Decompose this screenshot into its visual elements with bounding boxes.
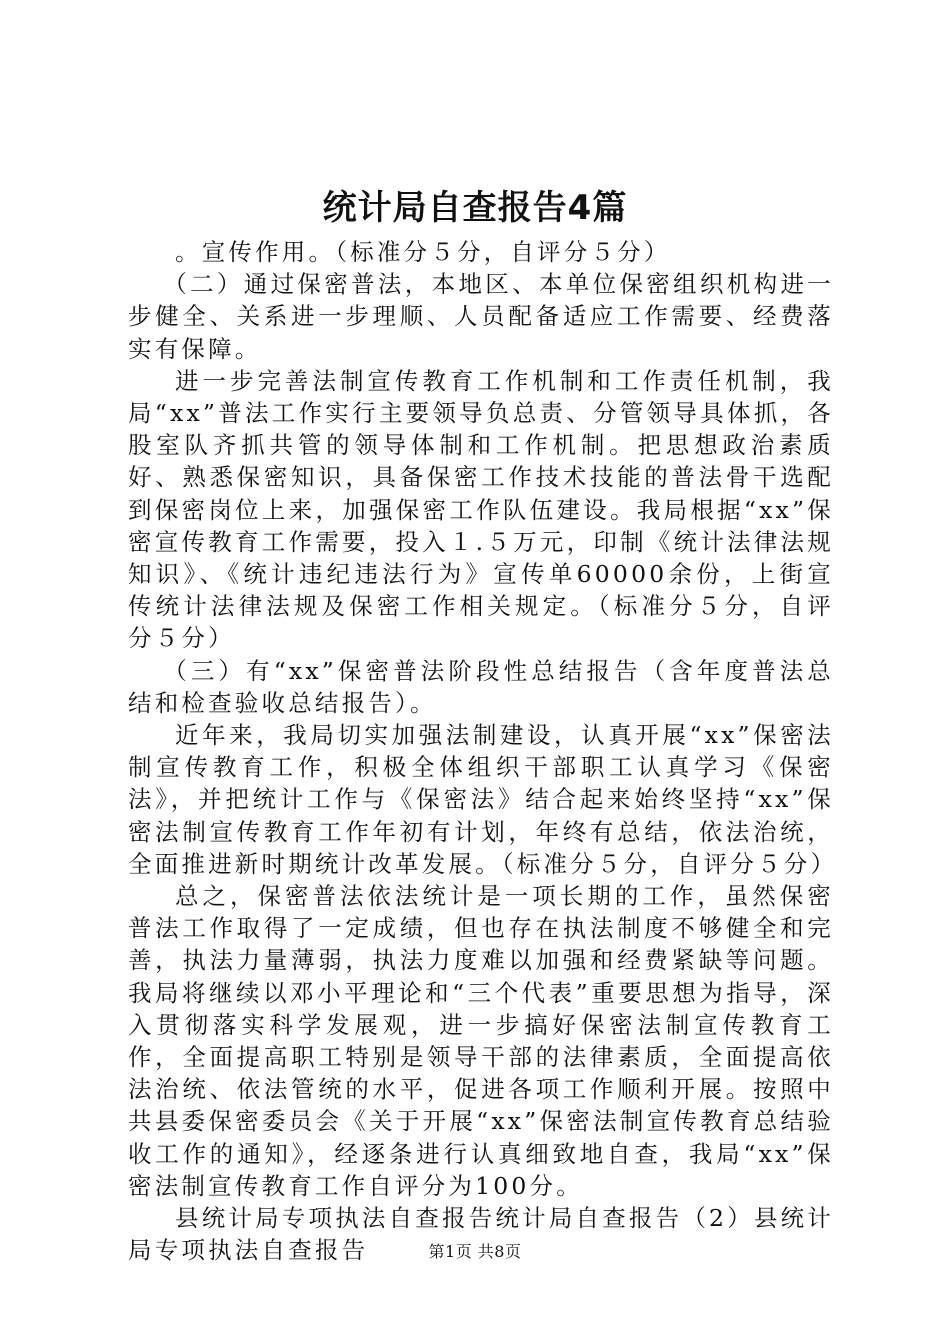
document-body <box>128 236 838 1267</box>
paragraph-7: 县统计局专项执法自查报告统计局自查报告（2）县统计局专项执法自查报告 <box>128 1204 834 1265</box>
paragraph-4: （三）有“xx”保密普法阶段性总结报告（含年度普法总结和检查验收总结报告）。 <box>128 656 834 717</box>
paragraph-2: （二）通过保密普法，本地区、本单位保密组织机构进一步健全、关系进一步理顺、人员配备适应工作需要、经费落实有保障。 <box>128 270 834 363</box>
paragraph-5: 近年来，我局切实加强法制建设，认真开展“xx”保密法制宣传教育工作，积极全体组织干部职工认真学习《保密法》，并把统计工作与《保密法》结合起来始终坚持“xx”保密法制宣传教育工作年初有计划，年终有总结，依法治统，全面推进新时期统计改革发展。（标准分５分，自评分５分） <box>128 721 838 878</box>
paragraph-6: 总之，保密普法依法统计是一项长期的工作，虽然保密普法工作取得了一定成绩，但也存在执法制度不够健全和完善，执法力量薄弱，执法力度难以加强和经费紧缺等问题。我局将继续以邓小平理论和“三个代表”重要思想为指导，深入贯彻落实科学发展观，进一步搞好保密法制宣传教育工作，全面提高职工特别是领导干部的法律素质，全面提高依法治统、依法管统的水平，促进各项工作顺利开展。按照中共县委保密委员会《关于开展“xx”保密法制宣传教育总结验收工作的通知》，经逐条进行认真细致地自查，我局“xx”保密法制宣传教育工作自评分为100分。 <box>128 882 834 1200</box>
paragraph-3: 进一步完善法制宣传教育工作机制和工作责任机制，我局“xx”普法工作实行主要领导负总责、分管领导具体抓，各股室队齐抓共管的领导体制和工作机制。把思想政治素质好、熟悉保密知识，具备保密工作技术技能的普法骨干选配到保密岗位上来，加强保密工作队伍建设。我局根据“xx”保密宣传教育工作需要，投入１.５万元，印制《统计法律法规知识》、《统计违纪违法行为》宣传单60000余份，上街宣传统计法律法规及保密工作相关规定。（标准分５分，自评分５分） <box>128 366 834 653</box>
paragraph-1: 。宣传作用。（标准分５分，自评分５分） <box>175 238 671 266</box>
page-number-footer: 第1页 共8页 <box>428 1242 522 1261</box>
document-title: 统计局自查报告4篇 <box>322 188 628 228</box>
